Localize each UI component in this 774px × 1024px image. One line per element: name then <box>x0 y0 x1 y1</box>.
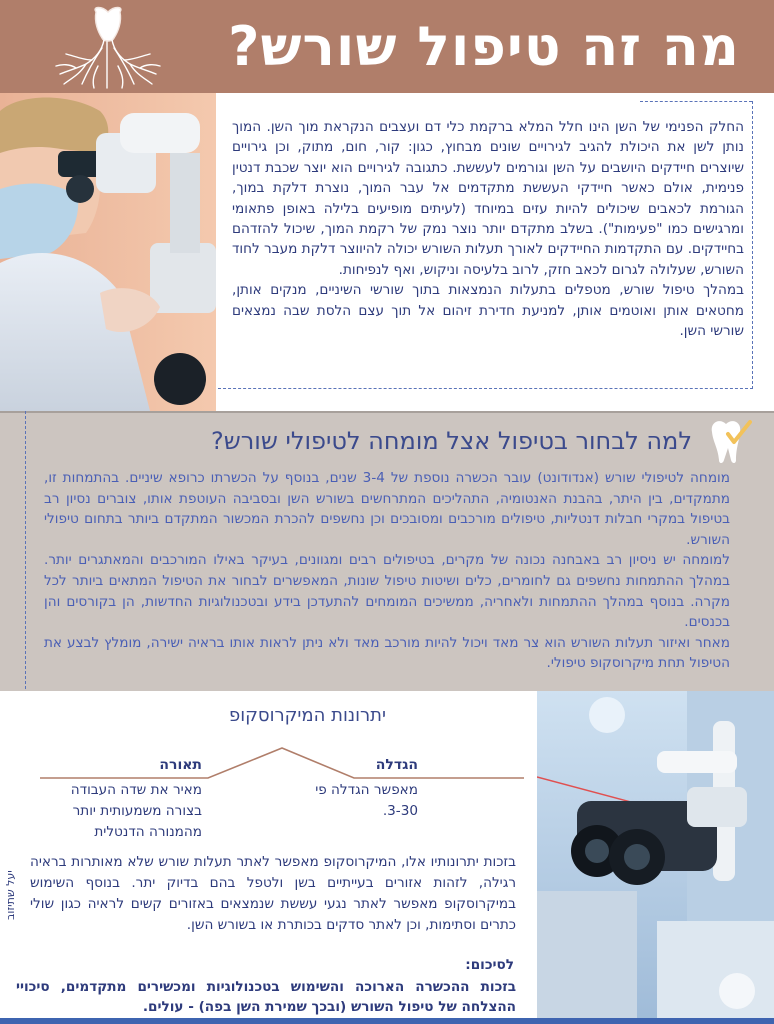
intro-paragraph: במהלך טיפול שורש, מטפלים בתעלות הנמצאות בתוך שורשי השיניים, מנקים אותן, מחטאים אותן ואוטמים אותן, למניעת חדירת זיהום אל תוך עצם הלסת שבה נמצאים שורשי השן. <box>232 282 744 340</box>
dentist-microscope-photo <box>0 93 216 411</box>
header-banner <box>0 0 774 93</box>
microscope-illustration <box>537 691 774 1024</box>
advantages-body-text <box>30 852 516 936</box>
illumination-text: מאיר את שדה העבודה בצורה משמעותית יותר מהמנורה הדנטלית <box>70 782 202 840</box>
footer-band <box>0 1018 774 1024</box>
advantages-connector-line <box>40 740 524 780</box>
illumination-heading: תאורה <box>159 757 202 773</box>
intro-text <box>232 117 744 341</box>
why-section-text <box>44 468 730 674</box>
summary-text: בזכות ההכשרה הארוכה והשימוש בטכנולוגיות ומכשירים מתקדמים, סיכויי ההצלחה של טיפול השורש (ובכך שמירת השן בפה) - עולים. <box>16 979 516 1015</box>
intro-frame-top <box>640 101 752 102</box>
intro-paragraph: החלק הפנימי של השן הינו חלל המלא ברקמת כלי דם ועצבים הנקראת מוך השן. המוך נותן לשן את היכולת להגיב לגירויים שונים מבחוץ, כגון: קור, חום, מתוק, וכן גירויים שיוצרים חיידקים היושבים על השן וגורמים לעששת. כתגובה לגירויים הוא יוצר שכבת דנטין פנימית, אולם כאשר חיידקי העששת מתקדמים אל עבר המוך, נוצרת דלקת במוך, הגורמת לכאבים שיכולים להיות עזים במיוחד (לעיתים מופיעים בלילה באופן פתאומי ומרגישים כמו "פעימות"). בשלב מתקדם יותר נוצר נמק של רקמת המוך, שיכול להזדהם בחיידקים. עם התקדמות החיידקים לאורך תעלות השורש יכולה להיווצר דלקת מעבר לחוד השורש, שעלולה לגרום לכאב חזק, לרוב בלעיסה וניקוש, ואף לנפיחות. <box>232 119 744 278</box>
magnification-heading: הגדלה <box>375 757 418 773</box>
why-paragraph: מומחה לטיפולי שורש (אנדודונט) עובר הכשרה נוספת של 3-4 שנים, בנוסף על הכשרתו כרופא שיניים. בהתמחות זו, מתמקדים, בין היתר, בהבנת האנטומיה, התהליכים המתרחשים בשורש השן ובסביבה העוטפת אותו, צוברים נסיון רב בטיפול במקרי חבלות דנטליות, טיפולים מורכבים ומסובכים וכן נחשפים להכרת המכשור המתקדם ביותר בתחום טיפולי השורש. <box>44 470 730 548</box>
page-title: מה זה טיפול שורש? <box>228 15 740 78</box>
summary-heading: לסיכום: <box>465 957 514 973</box>
tooth-checkmark-icon <box>706 418 752 466</box>
section-divider <box>0 411 774 413</box>
dental-microscope-photo <box>537 691 774 1024</box>
dentist-illustration <box>0 93 216 411</box>
magnification-text: מאפשר הגדלה פי 3-30. <box>315 782 418 819</box>
advantages-paragraph: בזכות יתרונותיו אלו, המיקרוסקופ מאפשר לאתר תעלות שורש שלא מאותרות בראיה רגילה, לזהות אזורים בעייתיים בשן ולטפל בהם בדיוק יתר. בנוסף השימוש במיקרוסקופ מאפשר לאתר נגעי עששת שנמצאים באזורים קשים לראיה כגון שולי כתרים וסתימות, וכן לאתר סדקים בכותרת או בשורש השן. <box>30 854 516 933</box>
why-paragraph: למומחה יש ניסיון רב באבחנה נכונה של מקרים, בטיפולים רבים ומגוונים, בעיקר באילו המורכבים והמאתגרים יותר. במהלך ההתמחות נחשפים גם לחומרים, כלים ושיטות טיפול שונות, המאפשרים לבחור את הטיפול המתאים ביותר לכל מקרה. בנוסף במהלך ההתמחות ולאחריה, ממשיכים המומחים להתעדכן בידע ובטכנולוגיות החדשות, הן בקורסים והן בכנסים. <box>44 552 730 631</box>
why-section-title: למה לבחור בטיפול אצל מומחה לטיפולי שורש? <box>210 427 692 455</box>
author-credit: יעל שתיזוב <box>4 870 17 920</box>
tooth-with-roots-icon <box>52 4 164 90</box>
advantages-title: יתרונות המיקרוסקופ <box>228 705 386 726</box>
why-paragraph: מאחר ואיזור תעלות השורש הוא צר מאד ויכול להיות מורכב מאד ולא ניתן לראות אותו בראיה ישירה, מומלץ לבצע את הטיפול תחת מיקרוסקופ טיפולי. <box>44 634 730 672</box>
